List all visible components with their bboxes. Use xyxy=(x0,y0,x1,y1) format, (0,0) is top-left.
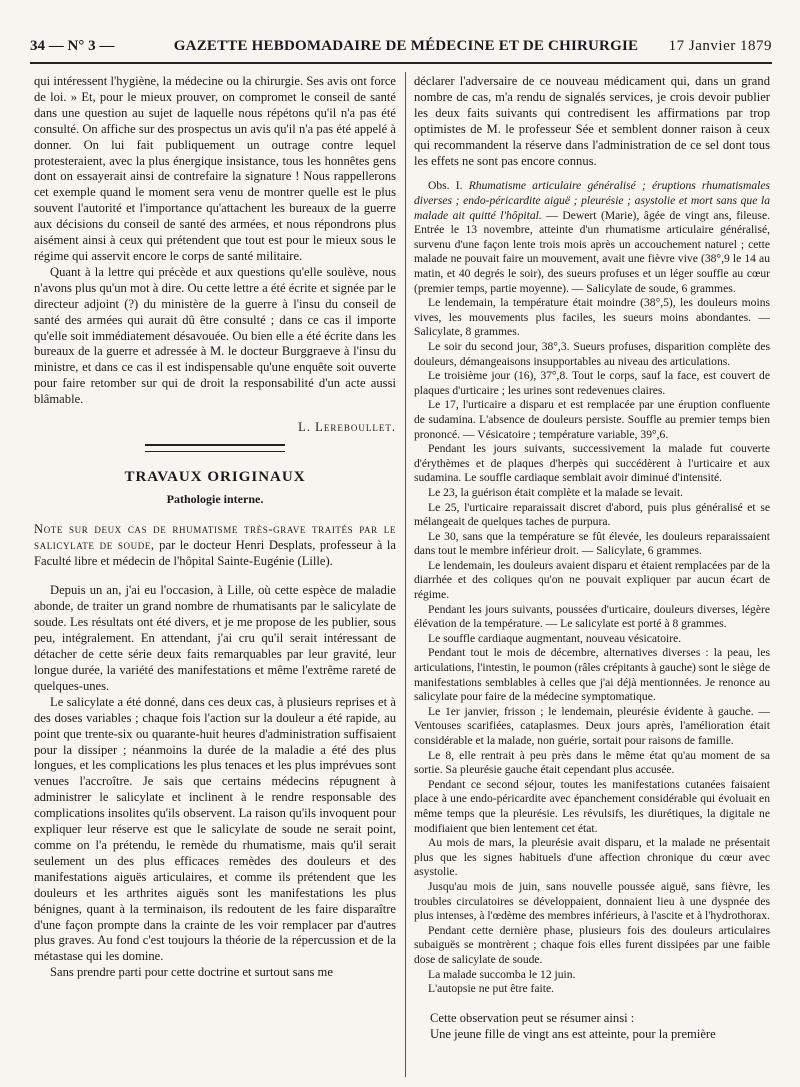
paragraph: déclarer l'adversaire de ce nouveau médicament qui, dans un grand nombre de cas, m'a rendu de signalés services, je crois devoir publier les deux faits suivants qui contredisent les affirmations par trop optimistes de M. le professeur Sée et semblent donner raison à ceux qui recommandent la réserve dans l'administration de ce sel dont tous les effets ne sont pas encore connus. xyxy=(414,74,770,168)
observation-entry: Le 30, sans que la température se fût élevée, les douleurs reparaissaient dans tout le membre inférieur droit. — Salicylate, 6 grammes. xyxy=(414,529,770,558)
observation-entry: Le troisième jour (16), 37°,8. Tout le corps, sauf la face, est couvert de plaques d'urticaire ; les urines sont redevenues claires. xyxy=(414,369,770,397)
paragraph: Le salicylate a été donné, dans ces deux cas, à plusieurs reprises et à des doses variables ; chaque fois l'action sur la douleur a été rapide, au point que trente-six ou quarante-huit heures d'administration suffisaient pour la dissiper ; néanmoins la durée de la maladie a été des plus longues, et les complications les plus tenaces et les plus imprévues sont venues l'accroître. Je sais que certains médecins répugnent à administrer le salicylate et inclinent à le rendre responsable des complications insolites qu'ils observent. La raison qu'ils invoquent pour expliquer leur réserve est que le salicylate de soude ne serait point, comme on l'a prétendu, le remède du rhumatisme, mais qu'il serait seulement un des plus efficaces remèdes des douleurs et des manifestations aiguës articulaires, et comme ils prétendent que les douleurs et les arthrites aiguës sont les manifestations les plus bénignes, quant à la terminaison, ils redoutent de les faire disparaître d'une façon prompte dans la crainte de les voir remplacer par d'autres plus graves. Au fond c'est toujours la théorie de la répercussion et de la métastase qui les domine. xyxy=(34,694,396,964)
article-title xyxy=(34,522,396,570)
observation-heading xyxy=(414,179,770,296)
observation-entry: Le souffle cardiaque augmentant, nouveau vésicatoire. xyxy=(428,631,682,645)
observation-block xyxy=(414,179,770,996)
observation-entry: Pendant cette dernière phase, plusieurs fois des douleurs articulaires subaiguës se montrèrent ; chaque fois elles furent dissipées par une faible dose de salicylate de soude. xyxy=(414,923,770,966)
observation-entry: L'autopsie ne put être faite. xyxy=(428,982,555,996)
paragraph: Cette observation peut se résumer ainsi : xyxy=(430,1010,635,1025)
paragraph: Depuis un an, j'ai eu l'occasion, à Lille, où cette espèce de maladie abonde, de traiter un grand nombre de rhumatisants par le salicylate de soude. Les résultats ont été divers, et je me propose de les publier, sous peu, intégralement. En attendant, j'ai cru qu'il serait intéressant de détacher de cette série deux faits remarquables par leur gravité, leur longue durée, la variété des manifestations et même l'extrême rareté de quelques-unes. xyxy=(34,583,396,693)
observation-entry: Le soir du second jour, 38°,3. Sueurs profuses, disparition complète des douleurs, démangeaisons insupportables au niveau des articulations. xyxy=(414,339,770,368)
observation-title: Rhumatisme articulaire généralisé ; éruptions rhumatismales diverses ; endo-péricardite aiguë ; pleurésie ; asystolie et mort sans que la malade ait quitté l'hôpital. xyxy=(414,179,770,222)
observation-entry: Pendant tout le mois de décembre, alternatives diverses : la peau, les articulations, l'intestin, le poumon (râles crépitants à gauche) sont le siège de manifestations semblables à celles que j'ai déjà mentionnées. Je renonce au salicylate pour faire de la médecine symptomatique. xyxy=(414,646,770,704)
observation-entry: Pendant les jours suivants, poussées d'urticaire, douleurs diverses, légère élévation de la température. — Le salicylate est porté à 8 grammes. xyxy=(414,602,770,631)
observation-entry: Pendant ce second séjour, toutes les manifestations cutanées faisaient place à une endo-péricardite avec épanchement considérable qui évoluait en même temps que la pleurésie. Les révulsifs, les diurétiques, la digitale ne modifiaient que bien lentement cet état. xyxy=(414,777,770,835)
observation-entry: Le 25, l'urticaire reparaissait discret d'abord, puis plus généralisé et se mélangeait de quelques taches de purpura. xyxy=(414,500,770,529)
observation-intro: — Dewert (Marie), âgée de vingt ans, fileuse. Entrée le 13 novembre, atteinte d'un rhumatisme articulaire généralisé, survenu d'une façon lente trois mois après un accouchement naturel ; cette malade ne pouvait faire un mouvement, avait une fièvre vive (38°,9 le 14 au matin, et 40 degrés le soir), des sueurs profuses et un léger souffle au cœur (premier temps, partie moyenne). — Salicylate de soude, 6 grammes. xyxy=(414,208,770,295)
observation-entry: Le 17, l'urticaire a disparu et est remplacée par une éruption confluente de sudamina. L'absence de douleurs persiste. Souffle au premier temps bien prononcé. — Vésicatoire ; température variable, 39°,6. xyxy=(414,398,770,441)
article-title-text: Note sur deux cas de rhumatisme très-grave traités par le salicylate de soude, xyxy=(34,521,396,552)
left-column xyxy=(34,74,396,1079)
page-number: 34 — N° 3 — xyxy=(30,38,115,54)
section-title: TRAVAUX ORIGINAUX xyxy=(124,468,306,485)
journal-title: GAZETTE HEBDOMADAIRE DE MÉDECINE ET DE CHIRURGIE xyxy=(173,38,639,54)
observation-entry: Au mois de mars, la pleurésie avait disparu, et la malade ne présentait plus que les signes habituels d'une affection chronique du cœur avec asystolie. xyxy=(414,836,770,879)
issue-date: 17 Janvier 1879 xyxy=(668,38,772,54)
article-author: par le docteur Henri Desplats, professeur à la Faculté libre et médecin de l'hôpital Sainte-Eugénie (Lille). xyxy=(34,537,396,568)
signature: L. Lereboullet. xyxy=(298,420,396,435)
observation-entry: Le 23, la guérison était complète et la malade se levait. xyxy=(428,485,683,499)
observation-entry: Le lendemain, la température était moindre (38°,5), les douleurs moins vives, les mouvements plus faciles, les sueurs moins abondantes. — Salicylate, 8 grammes. xyxy=(414,296,770,339)
observation-entry: Le 1er janvier, frisson ; le lendemain, pleurésie évidente à gauche. — Ventouses scarifiées, cataplasmes. Deux jours après, l'amélioration était considérable et la malade, non guérie, sortait pour raisons de famille. xyxy=(414,704,770,747)
observation-label: Obs. I. xyxy=(428,179,463,193)
paragraph: Quant à la lettre qui précède et aux questions qu'elle soulève, nous n'avons plus qu'un mot à dire. Ou cette lettre a été écrite et signée par le directeur adjoint (?) du ministère de la guerre à l'insu du conseil de santé des armées qui aurait dû être consulté ; dans ce cas il importe qu'elle soit immédiatement désavouée. Ou bien elle a été écrite dans les bureaux de la guerre et adressée à M. le docteur Burggraeve à l'insu du ministre, et dans ce cas il est indispensable qu'une enquête soit ouverte pour faire retomber sur qui de droit la responsabilité d'un acte aussi blâmable. xyxy=(34,264,396,407)
paragraph: qui intéressent l'hygiène, la médecine ou la chirurgie. Ses avis ont force de loi. » Et, pour le mieux prouver, on compromet le conseil de santé dans une question au sujet de laquelle nous répétons qu'il n'a pas été consulté. On affiche sur des prospectus un avis qu'il n'a pas été appelé à donner. On lui fait publiquement un outrage contre lequel protesteraient, avec la plus énergique insistance, tous les honnêtes gens dont on essayerait ainsi de contrefaire la signature ! Nous rappellerons cet exemple quand le moment sera venu de montrer quelle est le plus souvent l'autorité et l'importance qu'attachent les bureaux de la guerre aux décisions du conseil de santé des armées, et nous répondrons plus aisément ainsi à ceux qui prétendent que tout est pour le mieux sous le régime qui asservit encore le corps de santé militaire. xyxy=(34,74,396,263)
observation-entry: Pendant les jours suivants, successivement la malade fut couverte d'érythèmes et de plaques d'herpès qui succédèrent à l'urticaire et aux sudamina. Le souffle cardiaque semblait avoir diminué d'intensité. xyxy=(414,442,770,485)
running-header xyxy=(30,38,772,64)
right-column xyxy=(414,74,770,1079)
section-separator xyxy=(145,444,285,452)
paragraph: Sans prendre parti pour cette doctrine et surtout sans me xyxy=(50,965,333,980)
paragraph: Une jeune fille de vingt ans est atteinte, pour la première xyxy=(430,1026,716,1041)
observation-entry: Le lendemain, les douleurs avaient disparu et étaient remplacées par de la diarrhée et des coliques qu'on ne pouvait expliquer par aucun écart de régime. xyxy=(414,558,770,602)
section-subtitle: Pathologie interne. xyxy=(166,491,264,506)
observation-entry: Le 8, elle rentrait à peu près dans le même état qu'au moment de sa sortie. Sa pleurésie gauche était cependant plus accusée. xyxy=(414,748,770,777)
observation-entry: Jusqu'au mois de juin, sans nouvelle poussée aiguë, sans fièvre, les troubles circulatoires se développaient, donnaient lieu à une dyspnée des plus intenses, à l'œdème des membres inférieurs, à l'ascite et à l'hydrothorax. xyxy=(414,879,770,923)
observation-entry: La malade succomba le 12 juin. xyxy=(428,967,576,981)
column-divider xyxy=(405,72,406,1077)
